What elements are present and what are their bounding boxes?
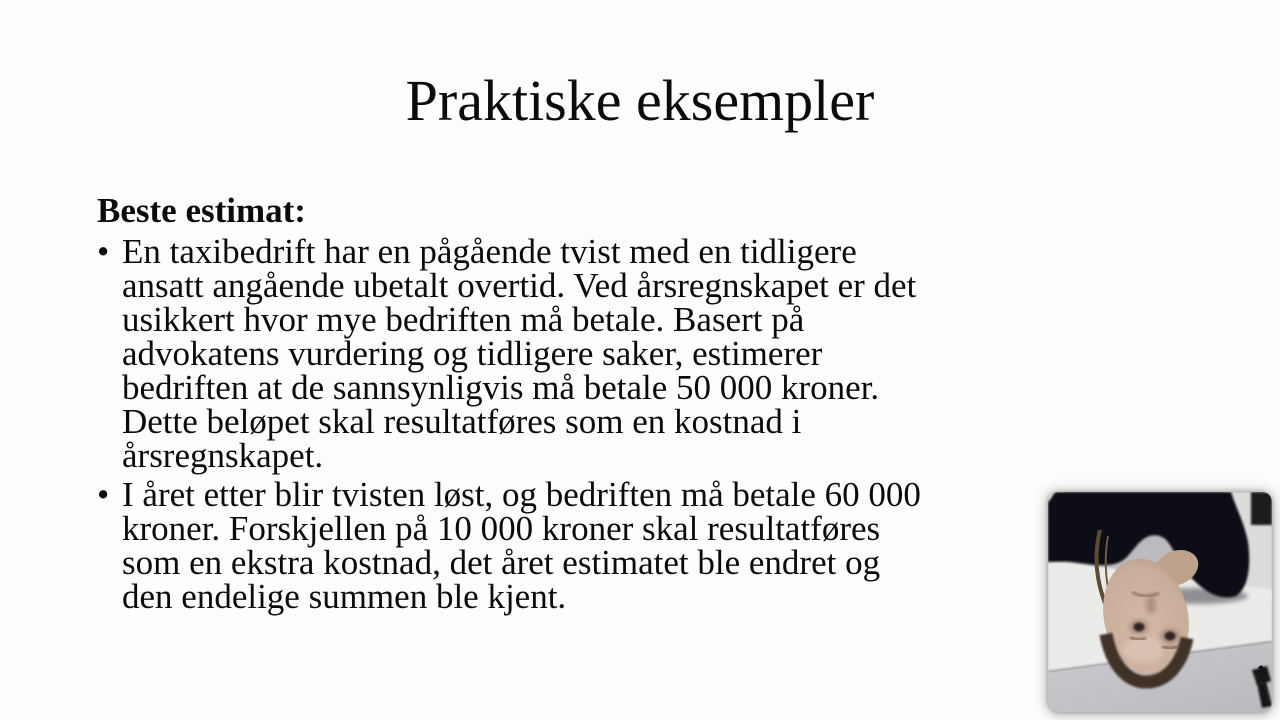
webcam-video xyxy=(1048,492,1272,712)
bullet-line: kroner. Forskjellen på 10 000 kroner skal resultatføres xyxy=(122,509,881,548)
bullet-text xyxy=(122,475,921,616)
slide-body xyxy=(97,193,957,614)
bullet-icon: • xyxy=(97,475,110,514)
bullet-line: En taxibedrift har en pågående tvist med en tidligere xyxy=(122,232,857,271)
bullet-item-2 xyxy=(97,475,957,616)
bullet-line: Dette beløpet skal resultatføres som en kostnad i xyxy=(122,402,802,441)
bullet-item-1 xyxy=(97,232,957,475)
bullet-line: som en ekstra kostnad, det året estimatet ble endret og xyxy=(122,543,881,582)
bullet-line: usikkert hvor mye bedriften må betale. Basert på xyxy=(122,300,805,339)
bullet-text xyxy=(122,232,917,475)
bullet-icon: • xyxy=(97,232,110,271)
nose xyxy=(1146,596,1156,614)
slide-title: Praktiske eksempler xyxy=(405,68,875,133)
bullet-line: I året etter blir tvisten løst, og bedriften må betale 60 000 xyxy=(122,475,921,514)
left-eye xyxy=(1134,623,1145,632)
section-heading: Beste estimat: xyxy=(97,191,306,230)
dark-object-top-right xyxy=(1251,492,1272,525)
bullet-line: advokatens vurdering og tidligere saker, estimerer xyxy=(122,334,823,373)
right-eye xyxy=(1165,632,1176,641)
bullet-line: årsregnskapet. xyxy=(122,436,324,475)
bullet-line: bedriften at de sannsynligvis må betale 50 000 kroner. xyxy=(122,368,880,407)
webcam-overlay xyxy=(1048,492,1272,712)
bullet-line: ansatt angående ubetalt overtid. Ved årsregnskapet er det xyxy=(122,266,917,305)
bullet-line: den endelige summen ble kjent. xyxy=(122,577,567,616)
